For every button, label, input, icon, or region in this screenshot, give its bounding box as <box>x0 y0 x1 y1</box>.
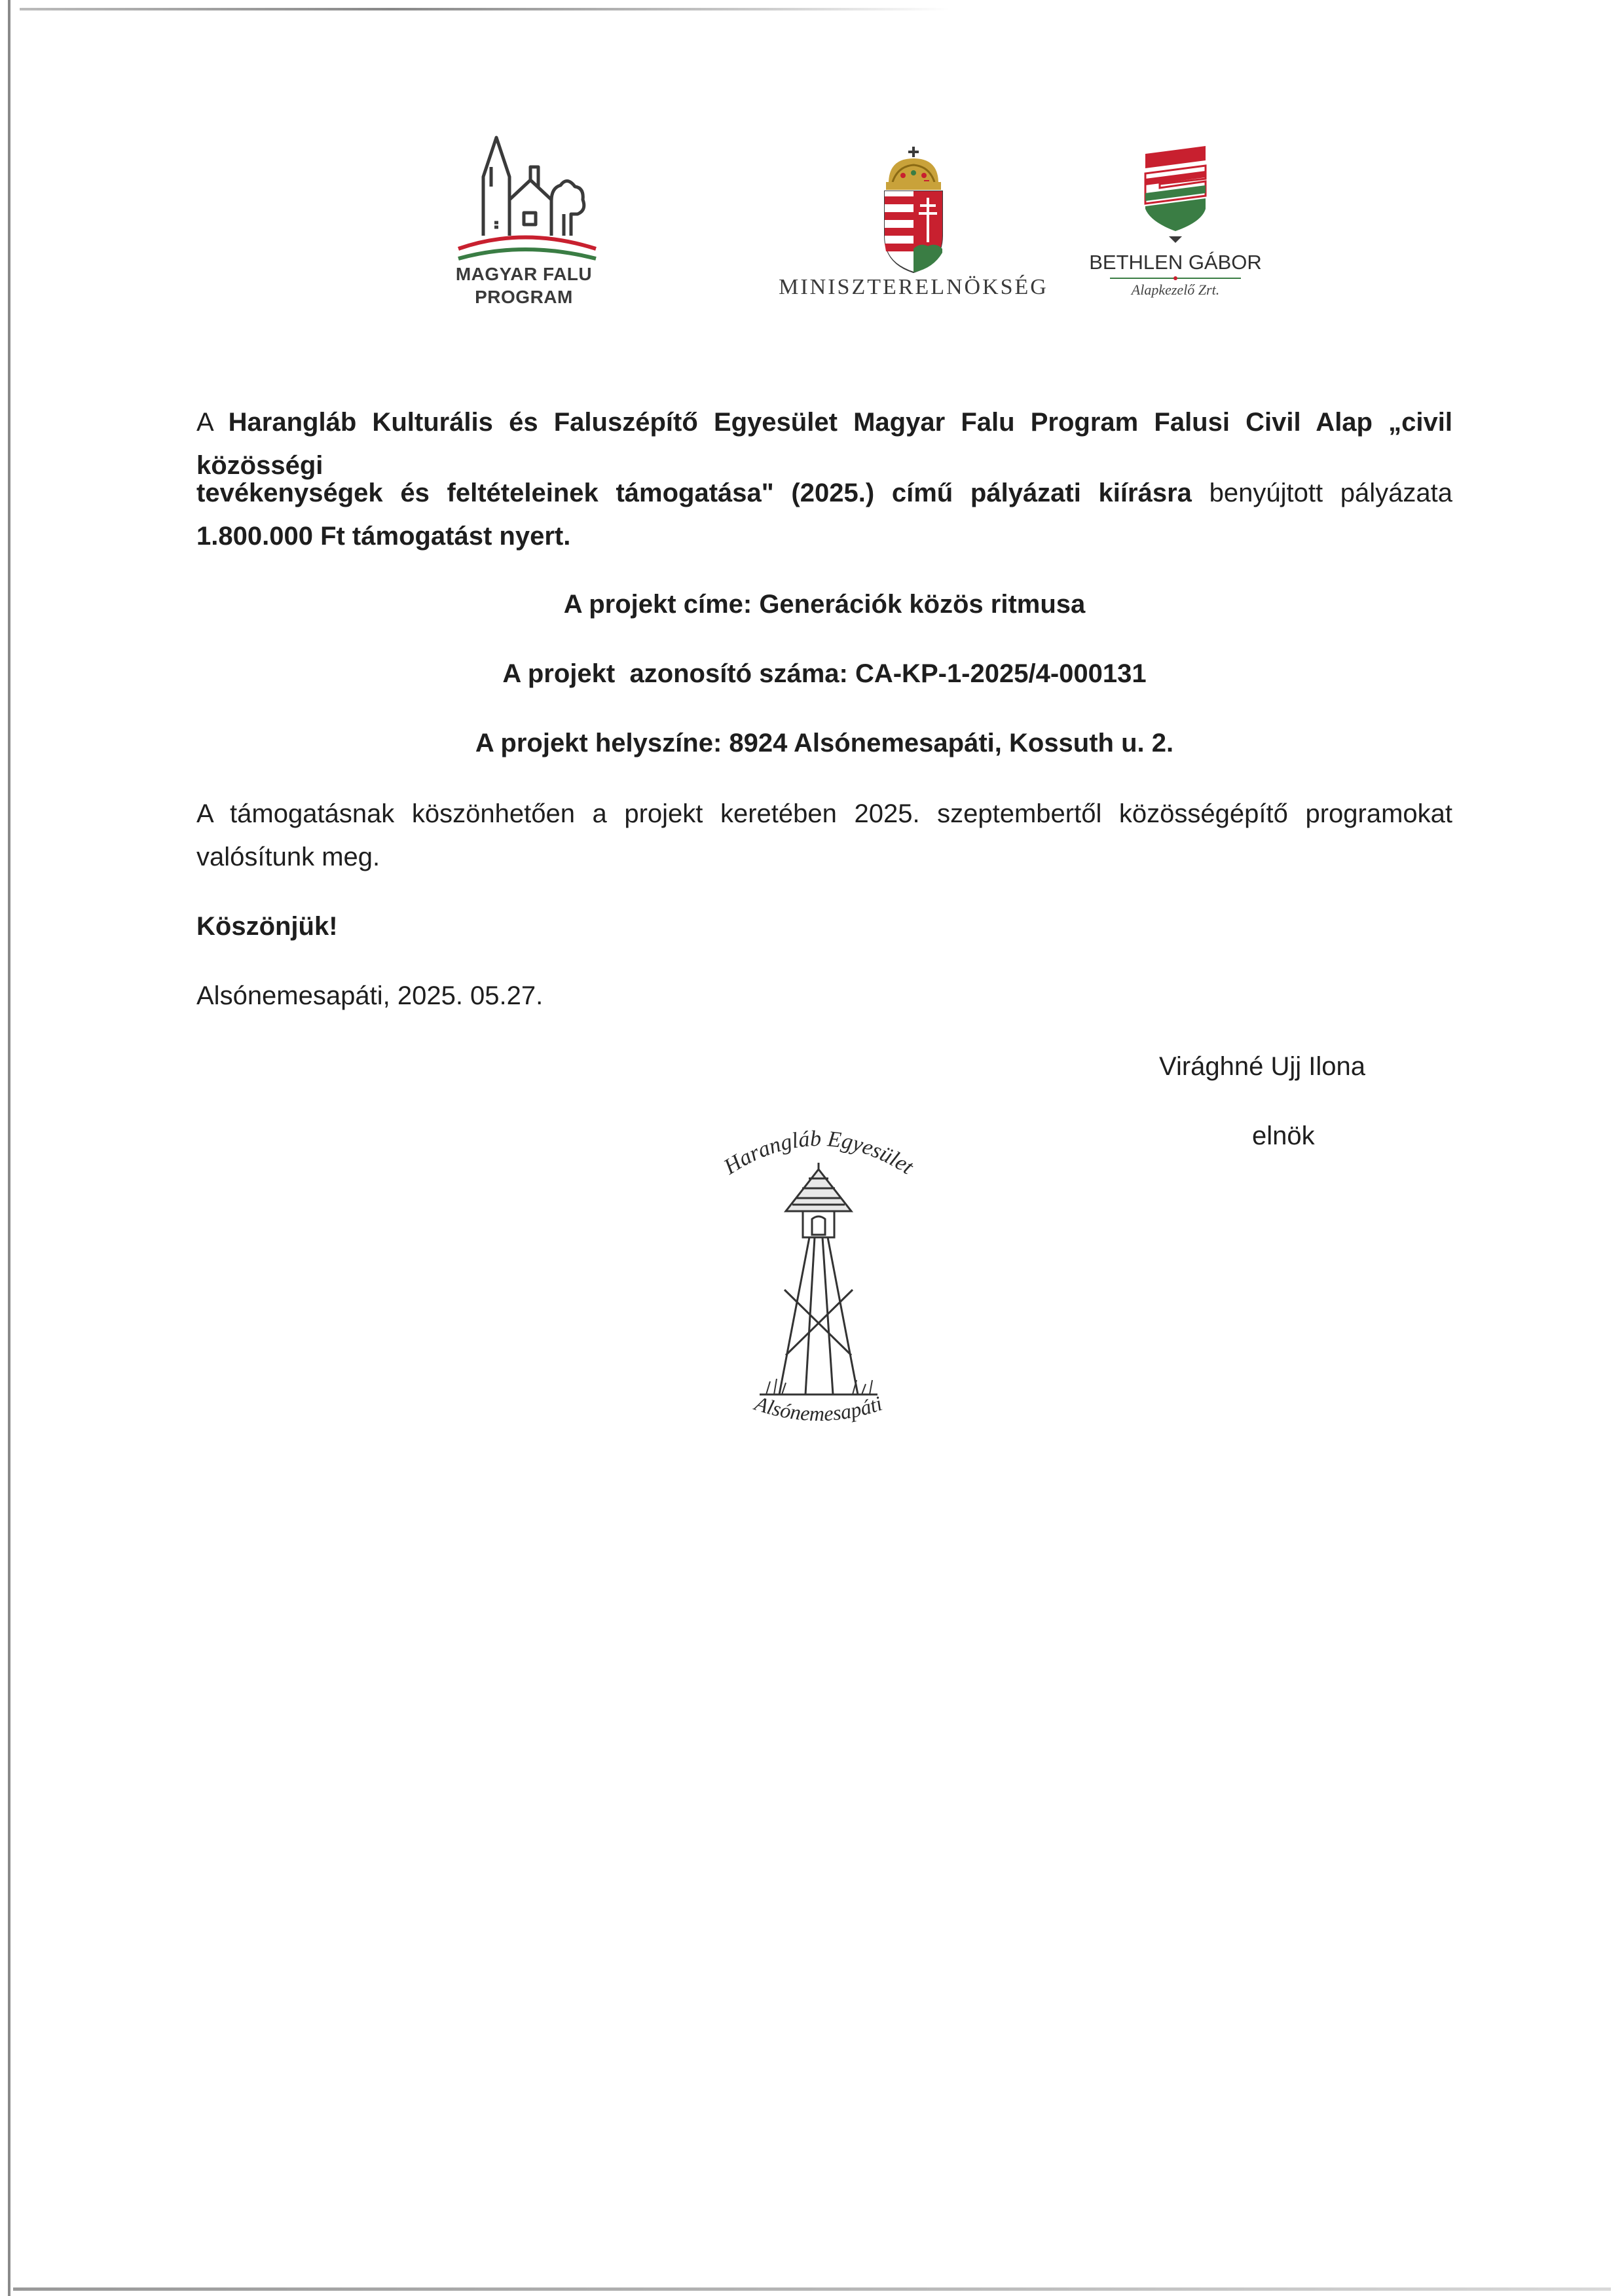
grant-amount: 1.800.000 Ft támogatást nyert. <box>196 522 571 551</box>
signatory-name: Virághné Ujj Ilona <box>1159 1052 1366 1081</box>
signatory-title: elnök <box>1252 1121 1315 1150</box>
intro-line-3 <box>196 515 1452 558</box>
bethlen-gabor-text: BETHLEN GÁBOR <box>1089 251 1262 274</box>
place-and-date: Alsónemesapáti, 2025. 05.27. <box>196 981 544 1010</box>
bethlen-shield-icon <box>1136 141 1215 246</box>
bell-tower-icon <box>760 1163 877 1394</box>
stamp-graphic <box>681 1106 956 1460</box>
thanks-paragraph-line-1: A támogatásnak köszönhetően a projekt keretében 2025. szeptembertől közösségépítő programokat <box>196 799 1452 828</box>
miniszterelnokseg-logo <box>776 144 1051 308</box>
bethlen-gabor-logo <box>1084 141 1267 311</box>
intro-bold-1: Harangláb Kulturális és Faluszépítő Egyesület Magyar Falu Program Falusi Civil Alap „civil közösségi <box>196 408 1452 480</box>
stamp-bottom-text: Alsónemesapáti <box>752 1391 885 1426</box>
bethlen-underline <box>1110 276 1241 281</box>
svg-text:Alsónemesapáti <box>751 1391 885 1425</box>
village-church-icon <box>432 128 616 265</box>
scan-edge-top <box>20 8 950 10</box>
project-location: A projekt helyszíne: 8924 Alsónemesapáti, Kossuth u. 2. <box>475 729 1174 757</box>
thanks-paragraph-line-2: valósítunk meg. <box>196 843 380 871</box>
alapkezelo-text: Alapkezelő Zrt. <box>1131 282 1220 298</box>
scan-edge-left <box>8 0 10 2296</box>
magyar-falu-text: MAGYAR FALU <box>455 264 593 284</box>
intro-normal-2: benyújtott pályázata <box>1191 479 1452 507</box>
stamp-top-text: Harangláb Egyesület <box>720 1126 918 1180</box>
miniszterelnokseg-text: MINISZTERELNÖKSÉG <box>779 275 1048 299</box>
intro-line-2 <box>196 471 1452 515</box>
hungarian-coat-of-arms-icon <box>874 144 953 275</box>
association-stamp <box>681 1106 956 1460</box>
intro-prefix: A <box>196 408 229 437</box>
project-title: A projekt címe: Generációk közös ritmusa <box>563 590 1086 619</box>
scan-edge-bottom <box>13 2287 1611 2291</box>
program-text: PROGRAM <box>475 287 573 307</box>
magyar-falu-program-logo <box>432 128 616 318</box>
thank-you: Köszönjük! <box>196 912 338 941</box>
project-id: A projekt azonosító száma: CA-KP-1-2025/4-000131 <box>502 659 1147 688</box>
intro-bold-2: tevékenységek és feltételeinek támogatása" (2025.) című pályázati kiírásra <box>196 479 1192 507</box>
